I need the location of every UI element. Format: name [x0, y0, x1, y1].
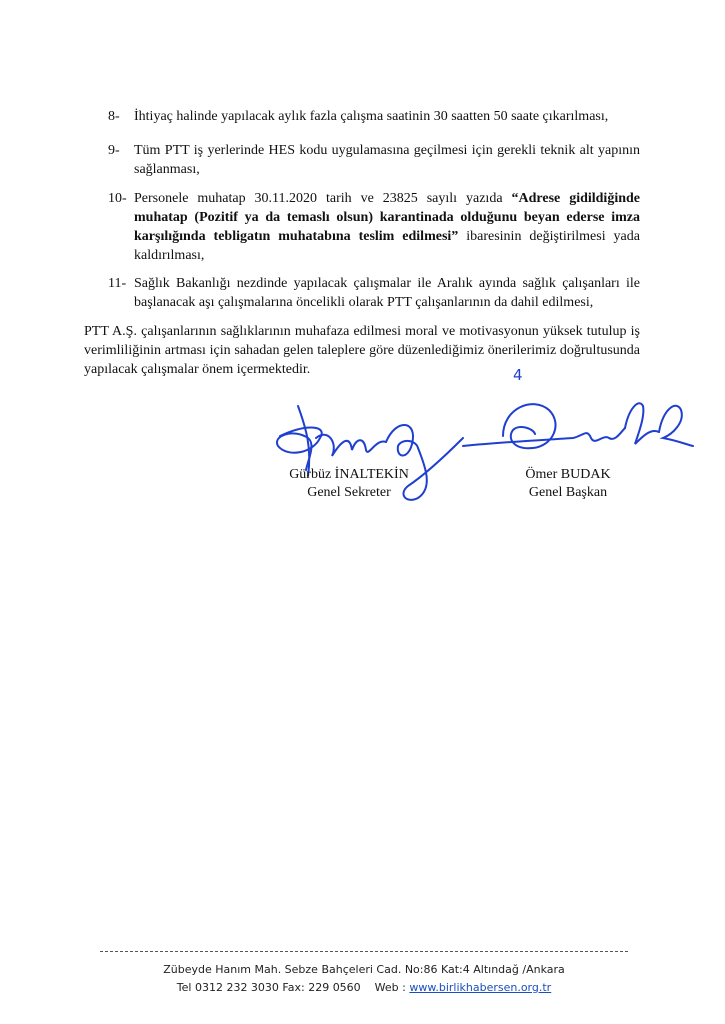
- signature-right: [463, 388, 693, 468]
- footer-contact-text: Tel 0312 232 3030 Fax: 229 0560 Web :: [176, 981, 410, 994]
- item-number: 8-: [108, 109, 120, 124]
- item-text: [108, 189, 640, 265]
- footer-web-link[interactable]: www.birlikhabersen.org.tr: [409, 981, 552, 994]
- item-text: İhtiyaç halinde yapılacak aylık fazla çalışma saatinin 30 saatten 50 saate çıkarılması,: [134, 109, 609, 124]
- signatory-name: Gürbüz İNALTEKİN: [289, 467, 409, 482]
- signatory-left: [279, 466, 419, 502]
- item-number: 9-: [108, 143, 120, 158]
- item-number: 10-: [108, 191, 127, 206]
- item-text: Sağlık Bakanlığı nezdinde yapılacak çalışmalar ile Aralık ayında sağlık çalışanları ile başlanacak aşı çalışmalarına öncelikli olarak PTT çalışanlarının da dahil edilmesi,: [134, 276, 640, 310]
- item-text-plain-end: ibaresinin değiştirilmesi yada kaldırılması,: [134, 229, 640, 263]
- footer-address: Zübeyde Hanım Mah. Sebze Bahçeleri Cad. No:86 Kat:4 Altındağ /Ankara: [163, 963, 565, 976]
- signatory-title: Genel Sekreter: [307, 485, 391, 500]
- closing-paragraph: PTT A.Ş. çalışanlarının sağlıklarının muhafaza edilmesi moral ve motivasyonun yüksek tutulup iş verimliliğinin artması için sahadan gelen taleplere göre düzenlediğimiz önerilerimiz doğrultusunda yapılacak çalışmalar önem içermektedir.: [84, 324, 640, 377]
- list-item-8: [108, 107, 640, 126]
- list-item-10: [108, 189, 640, 265]
- list-item-11: [108, 274, 640, 312]
- item-text: Tüm PTT iş yerlerinde HES kodu uygulamasına geçilmesi için gerekli teknik alt yapının sağlanması,: [134, 143, 640, 177]
- signatory-name: Ömer BUDAK: [525, 467, 611, 482]
- page-mark: 4: [513, 366, 523, 384]
- signatory-title: Genel Başkan: [528, 485, 608, 500]
- footer-contact: [100, 981, 628, 994]
- footer-divider: [100, 951, 628, 952]
- item-text-bold: “Adrese gidildiğinde muhatap (Pozitif ya da temaslı olsun) karantinada olduğunu beyan ederse imza karşılığında tebligatın muhatabına teslim edilmesi”: [134, 191, 640, 244]
- item-text-plain: Personele muhatap 30.11.2020 tarih ve 23825 sayılı yazıda: [134, 191, 512, 206]
- list-item-9: [108, 141, 640, 179]
- item-number: 11-: [108, 276, 127, 291]
- signatory-right: [500, 466, 636, 502]
